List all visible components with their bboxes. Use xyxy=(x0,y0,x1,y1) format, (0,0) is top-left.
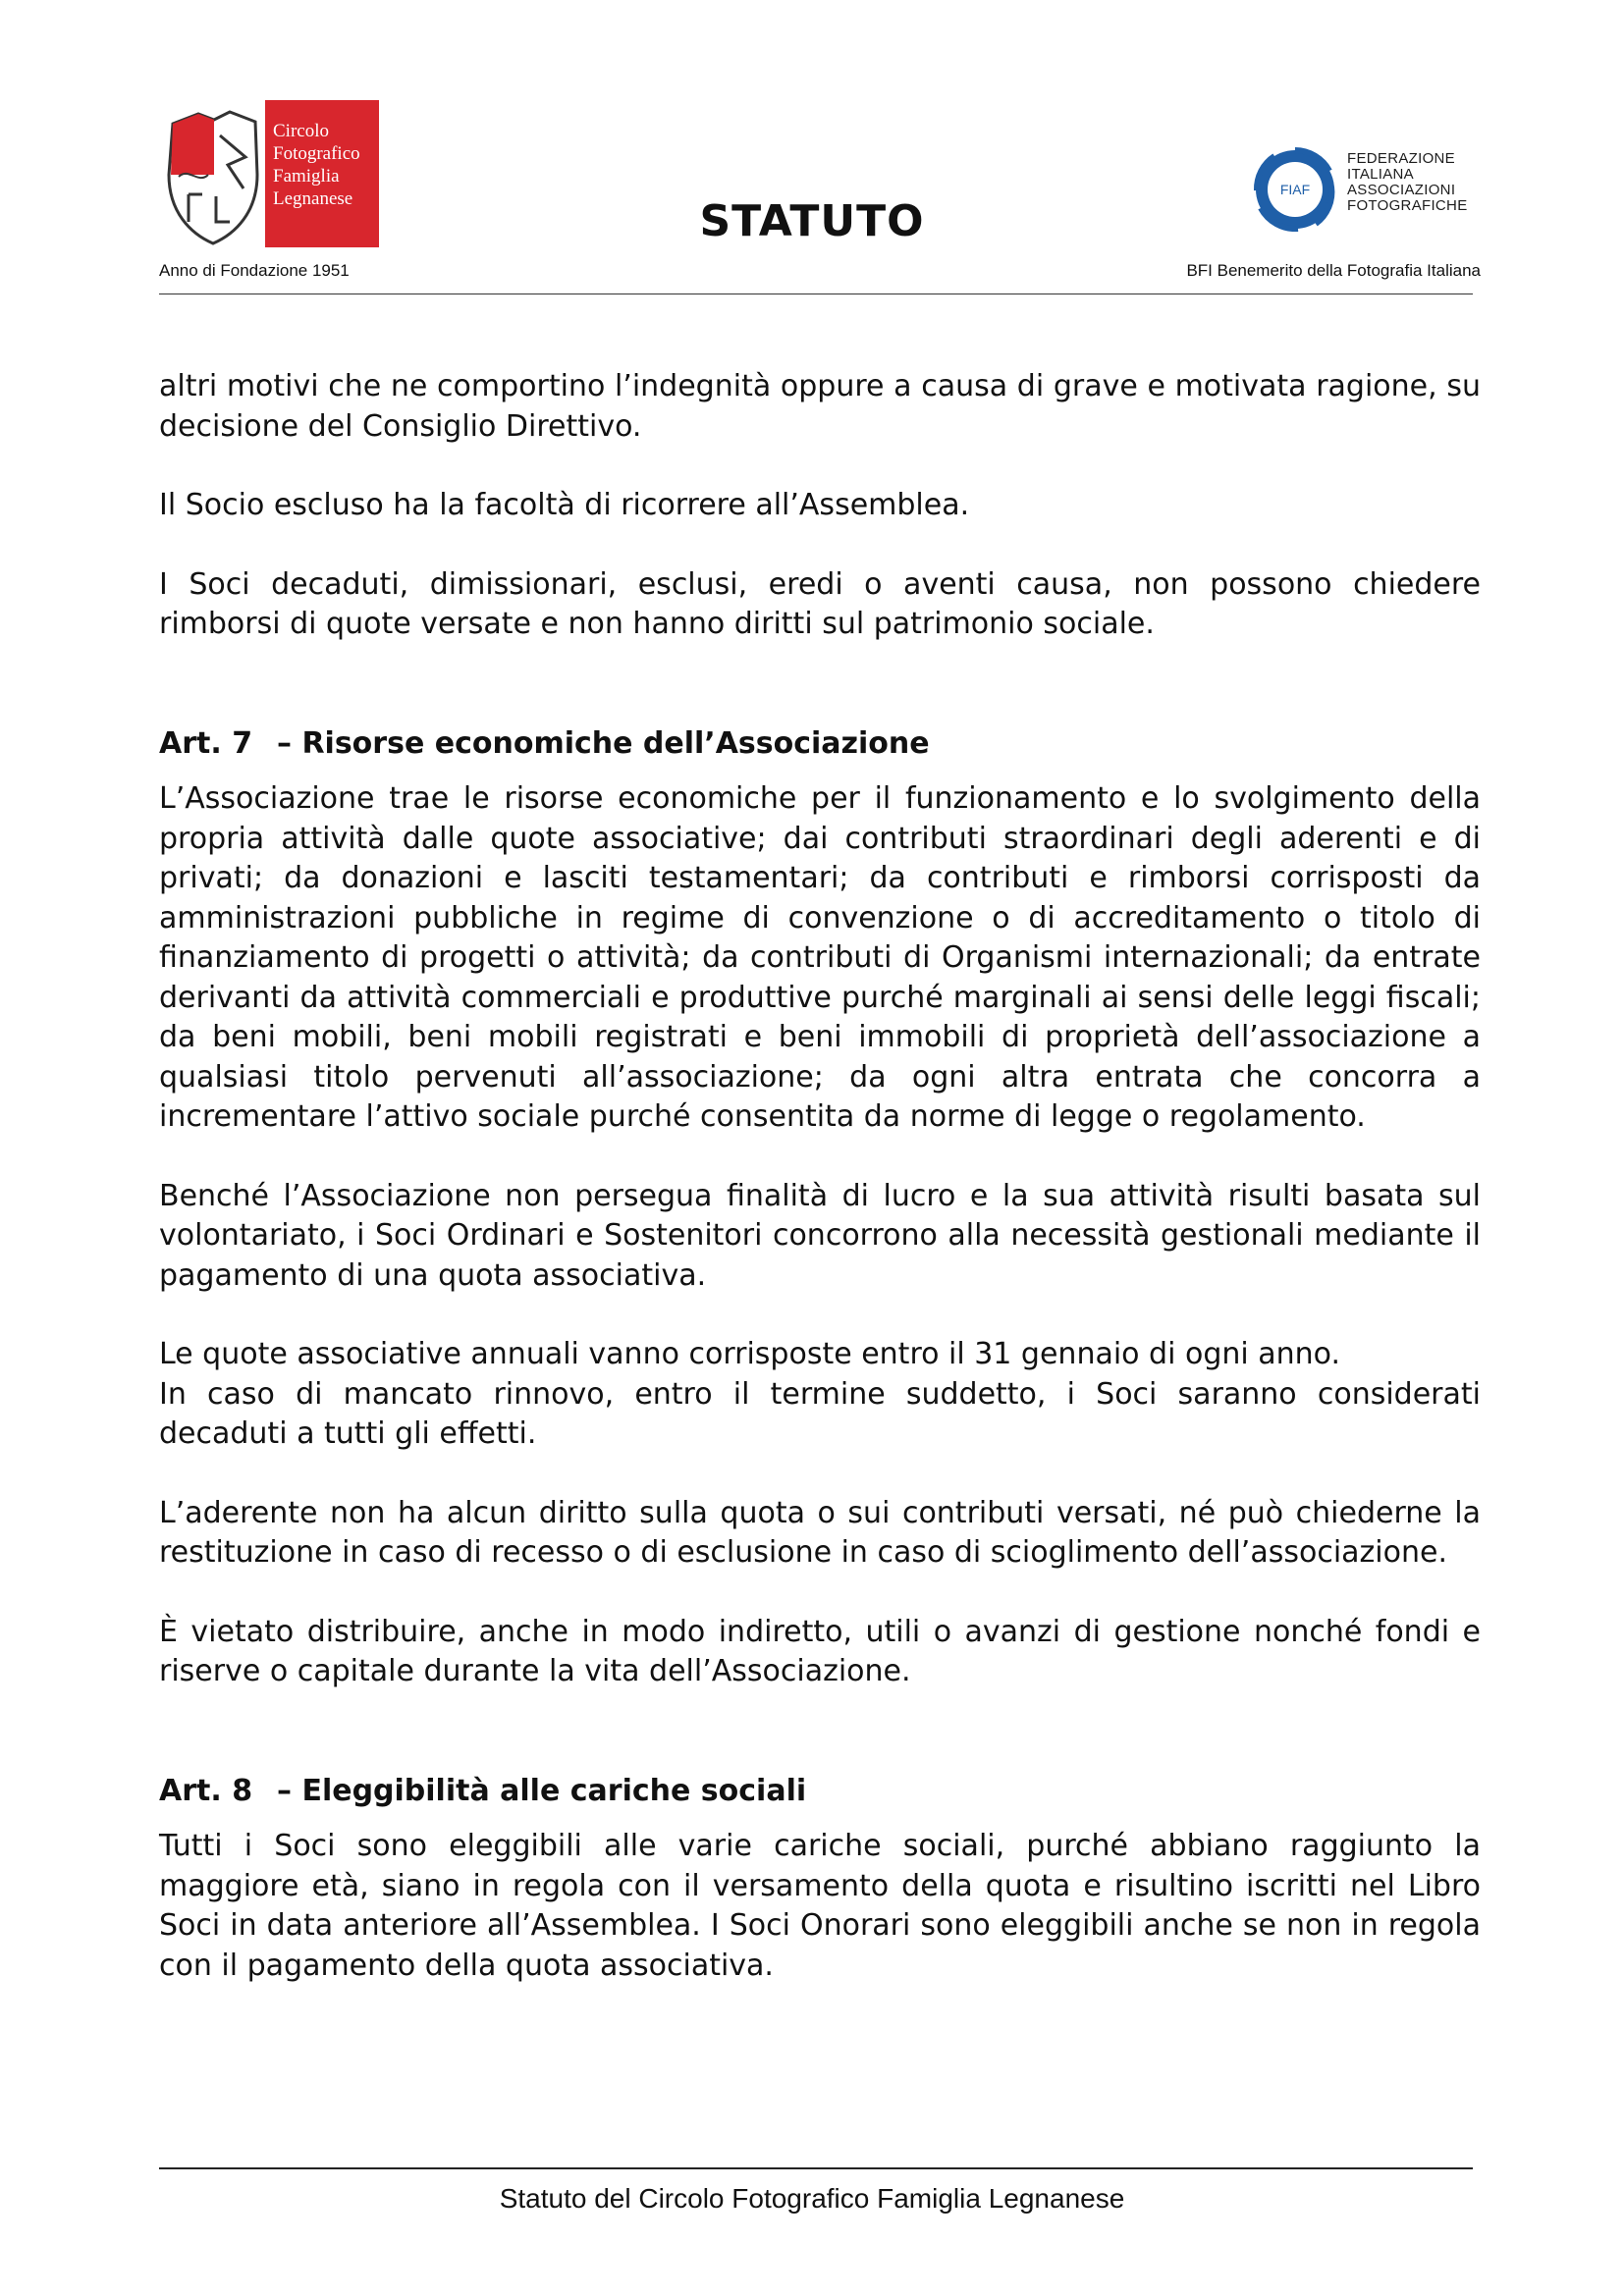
paragraph: altri motivi che ne comportino l’indegnità oppure a causa di grave e motivata ragione, su decisione del Consiglio Direttivo. xyxy=(159,369,1481,444)
fiaf-line-3: ASSOCIAZIONI xyxy=(1347,182,1456,198)
fiaf-badge-text: FIAF xyxy=(1279,182,1311,197)
paragraph: L’Associazione trae le risorse economiche per il funzionamento e lo svolgimento della propria attività dalle quote associative; dai contributi straordinari degli aderenti e di privati; da donazioni e lasciti testamentari; da contributi e rimborsi corrisposti da amministrazioni pubbliche in regime di convenzione o di accreditamento o titolo di finanziamento di progetti o attività; da contributi di Organismi internazionali; da entrate derivanti da attività commerciali e produttive purché marginali ai sensi delle leggi fiscali; da beni mobili, beni mobili registrati e beni immobili di proprietà dell’associazione a qualsiasi titolo pervenuti all’associazione; da ogni altra entrata che concorra a incrementare l’attivo sociale purché consentita da norme di legge o regolamento. xyxy=(159,781,1481,1134)
article-number: Art. 8 xyxy=(159,1773,253,1808)
article-title: – Risorse economiche dell’Associazione xyxy=(277,725,930,761)
article-8-heading xyxy=(159,1772,1481,1812)
paragraph: Benché l’Associazione non persegua finalità di lucro e la sua attività risulti basata sul volontariato, i Soci Ordinari e Sostenitori concorrono alla necessità gestionali mediante il pagamento di una quota associativa. xyxy=(159,1178,1481,1293)
fiaf-name xyxy=(1347,151,1468,214)
fiaf-aperture-icon xyxy=(1253,147,1337,232)
paragraph: Il Socio escluso ha la facoltà di ricorrere all’Assemblea. xyxy=(159,488,970,522)
footer-divider xyxy=(159,2167,1473,2169)
paragraph: Tutti i Soci sono eleggibili alle varie cariche sociali, purché abbiano raggiunto la maggiore età, siano in regola con il versamento della quota e risultino iscritti nel Libro Soci in data anteriore all’Assemblea. I Soci Onorari sono eleggibili anche se non in regola con il pagamento della quota associativa. xyxy=(159,1829,1481,1983)
paragraph: Le quote associative annuali vanno corrisposte entro il 31 gennaio di ogni anno. xyxy=(159,1337,1341,1371)
paragraph: L’aderente non ha alcun diritto sulla quota o sui contributi versati, né può chiederne la restituzione in caso di recesso o di esclusione in caso di scioglimento dell’associazione. xyxy=(159,1495,1481,1570)
document-body xyxy=(159,367,1481,1986)
paragraph: È vietato distribuire, anche in modo indiretto, utili o avanzi di gestione nonché fondi e riserve o capitale durante la vita dell’Associazione. xyxy=(159,1614,1481,1688)
fiaf-line-1: FEDERAZIONE xyxy=(1347,150,1455,167)
logo-line-4: Legnanese xyxy=(273,188,353,209)
page-title: STATUTO xyxy=(699,196,925,246)
fiaf-logo xyxy=(1253,147,1479,232)
fiaf-line-2: ITALIANA xyxy=(1347,166,1414,183)
article-7-heading xyxy=(159,724,1481,765)
paragraph: In caso di mancato rinnovo, entro il termine suddetto, i Soci saranno considerati decaduti a tutti gli effetti. xyxy=(159,1376,1481,1451)
paragraph: I Soci decaduti, dimissionari, esclusi, eredi o aventi causa, non possono chiedere rimborsi di quote versate e non hanno diritti sul patrimonio sociale. xyxy=(159,566,1481,641)
article-number: Art. 7 xyxy=(159,725,253,761)
bfi-note: BFI Benemerito della Fotografia Italiana xyxy=(1186,261,1481,280)
footer-text: Statuto del Circolo Fotografico Famiglia Legnanese xyxy=(499,2183,1125,2214)
logo-line-3: Famiglia xyxy=(273,166,340,187)
article-title: – Eleggibilità alle cariche sociali xyxy=(277,1773,807,1808)
logo-line-1: Circolo xyxy=(273,121,329,141)
fiaf-line-4: FOTOGRAFICHE xyxy=(1347,197,1468,214)
founding-year-note: Anno di Fondazione 1951 xyxy=(159,261,350,280)
logo-line-2: Fotografico xyxy=(273,143,360,164)
